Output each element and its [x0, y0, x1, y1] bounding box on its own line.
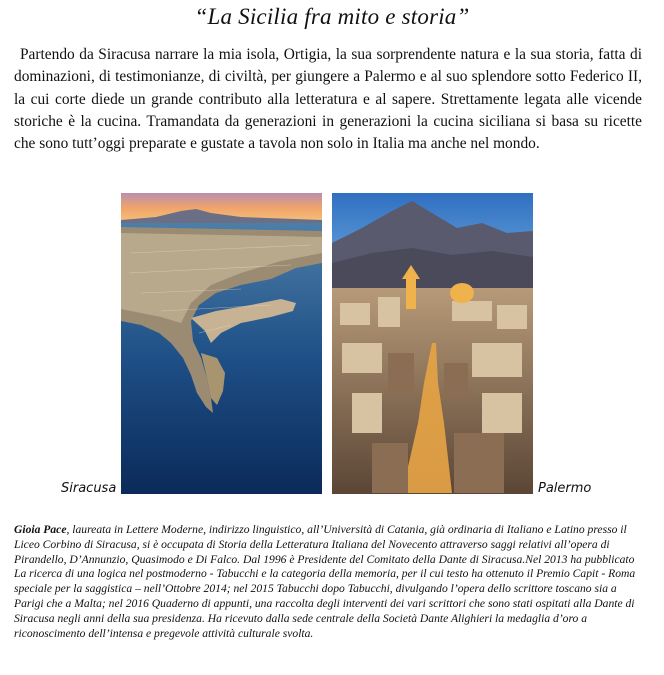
- siracusa-caption: Siracusa: [61, 481, 117, 496]
- intro-paragraph: Partendo da Siracusa narrare la mia isola, Ortigia, la sua sorprendente natura e la sua storia, fatta di dominazioni, di testimonianze, di civiltà, per giungere a Palermo e al suo splendore sotto Federico II, la cui corte diede un grande contributo alla letteratura e al sapere. Strettamente legata alle vicende storiche è la cucina. Tramandata da generazioni in generazioni la cucina siciliana si basa su ricette che sono tutt’oggi preparate e gustate a tavola non solo in Italia ma anche nel mondo.: [14, 46, 642, 153]
- author-bio-text: , laureata in Lettere Moderne, indirizzo linguistico, all’Università di Catania, già ordinaria di Italiano e Latino presso il Liceo Corbino di Siracusa, si è occupata di Storia della Letteratura Italiana del Novecento attraverso saggi relativi all’opera di Pirandello, D’Annunzio, Quasimodo e Di Falco. Dal 1996 è Presidente del Comitato della Dante di Siracusa.Nel 2013 ha pubblicato La ricerca di una logica nel postmoderno - Tabucchi e la categoria della memoria, per il cui testo ha ottenuto il Premio Capit - Roma speciale per la saggistica – nell’Ottobre 2014; nel 2015 Tabucchi dopo Tabucchi, divulgando l’opera dello scrittore toscano sia a Parigi che a Malta; nel 2016 Quaderno di appunti, una raccolta degli interventi dei vari scrittori che sono stati ospitati alla Dante di Siracusa negli anni della sua presidenza. Ha ricevuto dalla sede centrale della Società Dante Alighieri la medaglia d’oro a riconoscimento dell’intensa e pregevole attività culturale svolta.: [14, 523, 636, 640]
- author-name: Gioia Pace: [14, 523, 67, 536]
- page-title: “La Sicilia fra mito e storia”: [194, 4, 470, 29]
- author-bio: [14, 523, 646, 641]
- siracusa-photo: [121, 193, 322, 494]
- palermo-photo: [332, 193, 533, 494]
- palermo-caption: Palermo: [538, 481, 592, 496]
